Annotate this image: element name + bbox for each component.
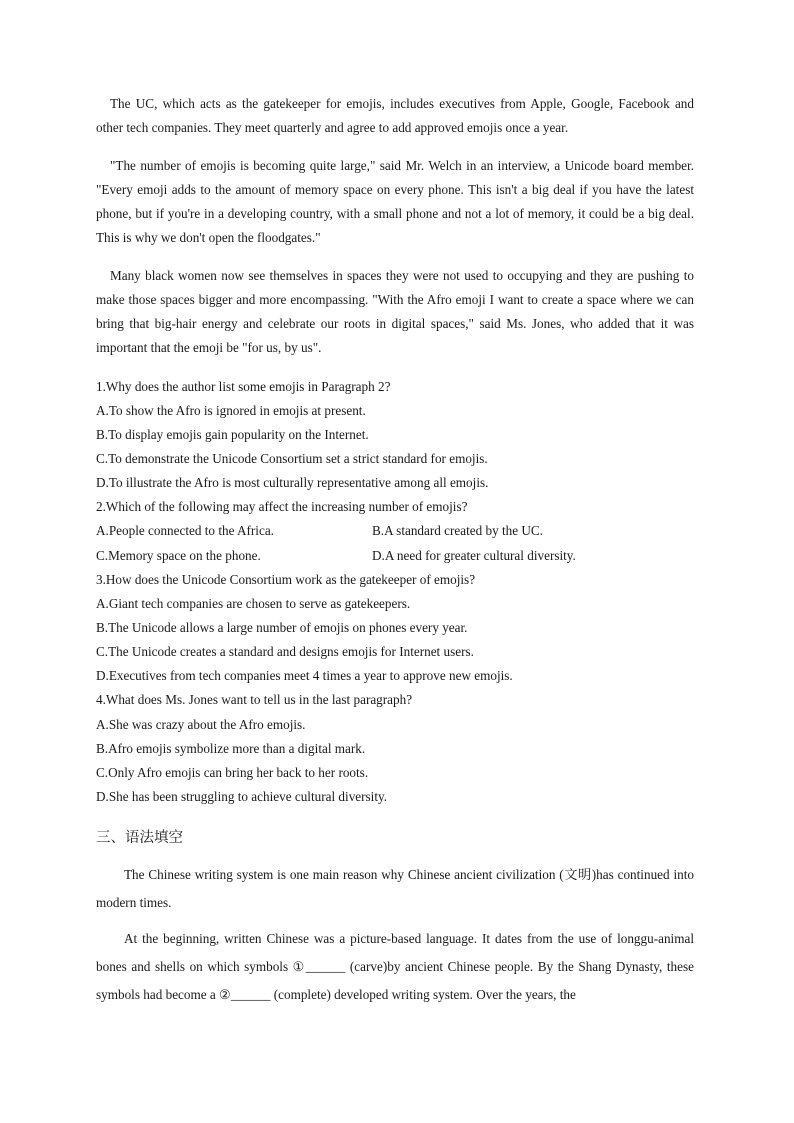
question-3-option-d: D.Executives from tech companies meet 4 times a year to approve new emojis. xyxy=(96,668,513,683)
question-2-stem: 2.Which of the following may affect the increasing number of emojis? xyxy=(96,499,468,514)
grammar-paragraph-2: At the beginning, written Chinese was a picture-based language. It dates from the use of longgu-animal bones and shells on which symbols ①______ (carve)by ancient Chinese people. By the Shang Dynasty, these symbols had become a ②______ (complete) developed writing system. Over the years, the xyxy=(96,931,694,1002)
question-1-stem: 1.Why does the author list some emojis in Paragraph 2? xyxy=(96,379,391,394)
passage-paragraph-3: Many black women now see themselves in spaces they were not used to occupying and they are pushing to make those spaces bigger and more encompassing. "With the Afro emoji I want to create a space where we can bring that big-hair energy and celebrate our roots in digital spaces," said Ms. Jones, who added that it was important that the emoji be "for us, by us". xyxy=(96,268,694,355)
passage-paragraph-1: The UC, which acts as the gatekeeper for emojis, includes executives from Apple, Google, Facebook and other tech companies. They meet quarterly and agree to add approved emojis once a year. xyxy=(96,96,694,135)
question-3-stem: 3.How does the Unicode Consortium work as the gatekeeper of emojis? xyxy=(96,572,476,587)
question-2-option-a: A.People connected to the Africa. xyxy=(96,523,274,538)
passage-paragraph-2: "The number of emojis is becoming quite large," said Mr. Welch in an interview, a Unicode board member. "Every emoji adds to the amount of memory space on every phone. This isn't a big deal if you have the latest phone, but if you're in a developing country, with a small phone and not a lot of memory, it could be a big deal. This is why we don't open the floodgates." xyxy=(96,158,694,245)
question-1-option-d: D.To illustrate the Afro is most culturally representative among all emojis. xyxy=(96,475,489,490)
grammar-paragraph-1: The Chinese writing system is one main reason why Chinese ancient civilization (文明)has continued into modern times. xyxy=(96,867,694,910)
question-1-option-c: C.To demonstrate the Unicode Consortium set a strict standard for emojis. xyxy=(96,451,488,466)
question-2-option-c: C.Memory space on the phone. xyxy=(96,548,261,563)
question-3-option-b: B.The Unicode allows a large number of emojis on phones every year. xyxy=(96,620,468,635)
question-2-option-d: D.A need for greater cultural diversity. xyxy=(372,548,576,563)
question-4-option-b: B.Afro emojis symbolize more than a digital mark. xyxy=(96,741,366,756)
question-4-stem: 4.What does Ms. Jones want to tell us in the last paragraph? xyxy=(96,692,413,707)
question-4-option-a: A.She was crazy about the Afro emojis. xyxy=(96,717,306,732)
section-heading: 三、语法填空 xyxy=(96,830,183,846)
question-4-option-d: D.She has been struggling to achieve cultural diversity. xyxy=(96,789,388,804)
question-2-option-b: B.A standard created by the UC. xyxy=(372,523,544,538)
question-4-option-c: C.Only Afro emojis can bring her back to her roots. xyxy=(96,765,369,780)
question-3-option-a: A.Giant tech companies are chosen to serve as gatekeepers. xyxy=(96,596,411,611)
question-1-option-a: A.To show the Afro is ignored in emojis at present. xyxy=(96,403,366,418)
question-3-option-c: C.The Unicode creates a standard and designs emojis for Internet users. xyxy=(96,644,474,659)
question-1-option-b: B.To display emojis gain popularity on the Internet. xyxy=(96,427,369,442)
